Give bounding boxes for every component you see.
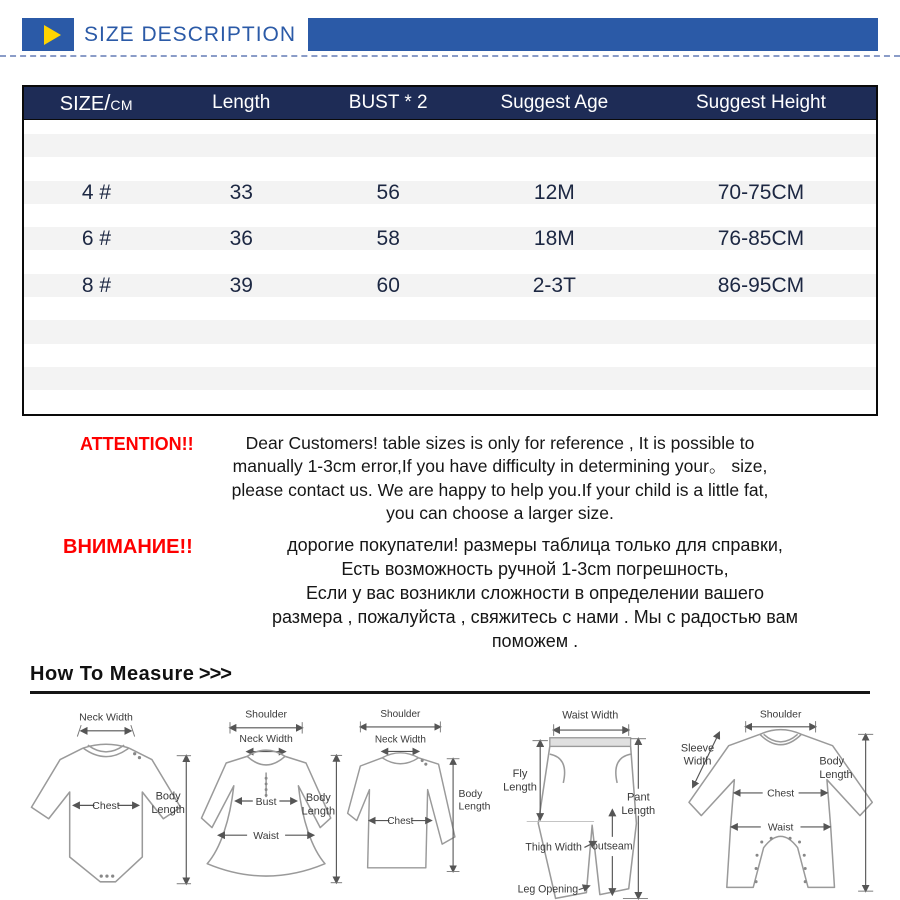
sweater-diagram bbox=[344, 706, 494, 888]
column-header-height: Suggest Height bbox=[695, 92, 826, 113]
svg-text:Length: Length bbox=[503, 781, 537, 794]
romper-diagram bbox=[672, 706, 894, 895]
attention-russian bbox=[0, 533, 900, 653]
svg-text:Waist: Waist bbox=[767, 822, 794, 834]
column-header-size: SIZE/CM bbox=[59, 90, 134, 115]
svg-text:Waist Width: Waist Width bbox=[562, 709, 619, 722]
table-stripe-row bbox=[24, 157, 876, 180]
column-header-age: Suggest Age bbox=[500, 92, 609, 113]
column-header-length: Length bbox=[212, 92, 271, 113]
attention-line: you can choose a larger size. bbox=[386, 503, 614, 524]
cell-height: 70-75CM bbox=[717, 180, 805, 204]
table-stripe-row bbox=[24, 134, 876, 157]
attention-line: поможем . bbox=[491, 630, 579, 651]
svg-text:Sleeve: Sleeve bbox=[680, 741, 715, 754]
cell-size: 6 # bbox=[81, 227, 112, 251]
cell-height: 86-95CM bbox=[717, 273, 805, 297]
svg-text:Bust: Bust bbox=[255, 796, 277, 808]
cell-length: 36 bbox=[229, 227, 253, 251]
measure-title: How To Measure bbox=[30, 662, 195, 685]
svg-text:Shoulder: Shoulder bbox=[245, 708, 287, 720]
attention-english bbox=[0, 432, 900, 526]
table-row bbox=[24, 181, 876, 204]
table-row bbox=[24, 227, 876, 250]
table-stripe-row bbox=[24, 344, 876, 367]
svg-text:Neck Width: Neck Width bbox=[374, 733, 426, 745]
svg-text:Pant: Pant bbox=[626, 790, 650, 803]
svg-text:Fly: Fly bbox=[512, 767, 528, 780]
cell-age: 12M bbox=[533, 180, 575, 204]
svg-text:Body: Body bbox=[155, 790, 181, 803]
column-header-bust: BUST * 2 bbox=[348, 92, 428, 113]
attention-line: Dear Customers! table sizes is only for reference , It is possible to bbox=[245, 432, 755, 453]
svg-text:Shoulder: Shoulder bbox=[380, 708, 421, 720]
attention-line: please contact us. We are happy to help you.If your child is a little fat, bbox=[231, 479, 769, 500]
table-body bbox=[24, 120, 876, 414]
play-icon bbox=[22, 18, 74, 51]
pants-diagram bbox=[494, 706, 672, 900]
attention-line: дорогие покупатели! размеры таблица только для справки, bbox=[287, 534, 783, 555]
table-stripe-row bbox=[24, 390, 876, 413]
attention-label-ru: ВНИМАНИЕ!! bbox=[63, 535, 193, 558]
attention-text-ru bbox=[195, 533, 875, 653]
attention-text-en bbox=[185, 432, 815, 526]
table-header-row bbox=[24, 87, 876, 120]
svg-text:Width: Width bbox=[683, 755, 712, 768]
svg-text:Leg Opening: Leg Opening bbox=[517, 883, 579, 896]
attention-line: manually 1-3cm error,If you have difficulty in determining your。 size, bbox=[232, 456, 768, 477]
section-title: SIZE DESCRIPTION bbox=[84, 22, 297, 46]
svg-text:Chest: Chest bbox=[92, 799, 120, 812]
svg-text:Length: Length bbox=[819, 768, 853, 781]
cell-size: 8 # bbox=[81, 273, 112, 297]
size-table bbox=[22, 85, 878, 416]
svg-text:Chest: Chest bbox=[387, 815, 414, 827]
cell-bust: 60 bbox=[376, 273, 400, 297]
cell-size: 4 # bbox=[81, 180, 112, 204]
dress-diagram bbox=[192, 706, 344, 896]
svg-text:Length: Length bbox=[301, 804, 336, 817]
cell-age: 18M bbox=[533, 227, 575, 251]
table-stripe-row bbox=[24, 367, 876, 390]
how-to-measure-heading bbox=[30, 663, 870, 694]
cell-bust: 58 bbox=[376, 227, 400, 251]
table-stripe-row bbox=[24, 120, 876, 134]
table-stripe-row bbox=[24, 204, 876, 227]
attention-line: размера , пожалуйста , свяжитесь с нами . Мы с радостью вам bbox=[271, 606, 799, 627]
section-banner bbox=[0, 18, 900, 57]
svg-text:Waist: Waist bbox=[253, 830, 279, 842]
svg-text:Body: Body bbox=[458, 788, 483, 800]
svg-text:Body: Body bbox=[819, 755, 845, 768]
table-stripe-row bbox=[24, 320, 876, 343]
attention-label-en: ATTENTION!! bbox=[80, 433, 194, 454]
cell-height: 76-85CM bbox=[717, 227, 805, 251]
attention-line: Если у вас возникли сложности в определении вашего bbox=[305, 582, 765, 603]
table-row bbox=[24, 274, 876, 297]
svg-text:Shoulder: Shoulder bbox=[759, 708, 802, 720]
banner-bar bbox=[308, 18, 878, 51]
svg-text:Neck Width: Neck Width bbox=[79, 710, 133, 723]
cell-length: 33 bbox=[229, 180, 253, 204]
svg-text:Body: Body bbox=[305, 791, 331, 804]
cell-age: 2-3T bbox=[532, 273, 576, 297]
svg-text:outseam: outseam bbox=[592, 839, 633, 852]
cell-bust: 56 bbox=[376, 180, 400, 204]
cell-length: 39 bbox=[229, 273, 253, 297]
svg-text:Length: Length bbox=[621, 804, 656, 817]
bodysuit-diagram bbox=[20, 706, 192, 897]
svg-text:Length: Length bbox=[458, 801, 491, 813]
measure-diagrams bbox=[0, 706, 900, 900]
attention-line: Есть возможность ручной 1-3cm погрешность, bbox=[341, 558, 729, 579]
svg-text:Neck Width: Neck Width bbox=[239, 733, 293, 745]
svg-text:Chest: Chest bbox=[767, 788, 795, 800]
table-stripe-row bbox=[24, 250, 876, 273]
svg-text:Length: Length bbox=[151, 803, 185, 816]
svg-text:Thigh Width: Thigh Width bbox=[525, 840, 582, 853]
chevrons-icon: >>> bbox=[198, 662, 231, 685]
table-stripe-row bbox=[24, 297, 876, 320]
